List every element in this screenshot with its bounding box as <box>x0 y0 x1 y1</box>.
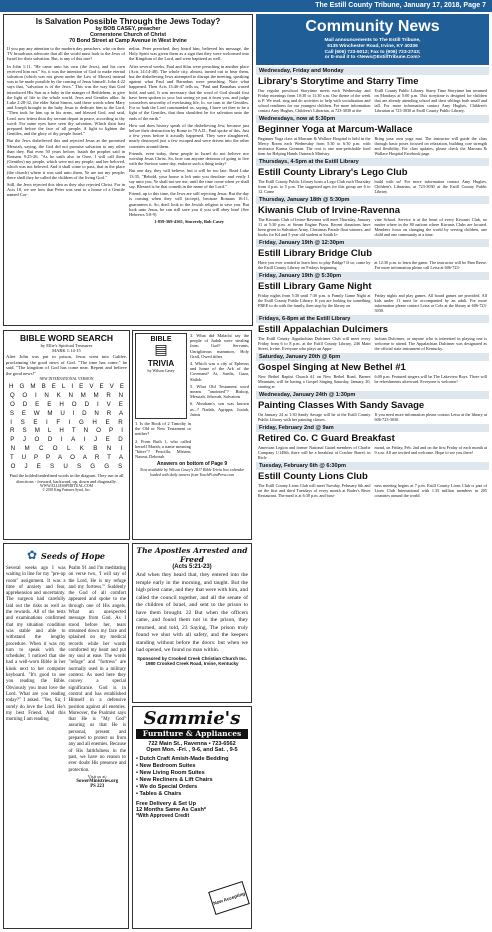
event-title: Estill County Library's Lego Club <box>258 167 408 179</box>
event-text: Estill County Public Library. Starry Time Storytime has resumed on Mondays at 5:00 p.m. This storytime is designed for children that are already attending school and their siblings both small and tall. For more information contact Amy Hughes, Children's Librarian at 723-3030 at Estill County Public Library. <box>374 88 487 114</box>
event-item <box>256 424 489 460</box>
event-text: Our regular preschool Storytime meets each Wednesday and Friday mornings from 10:30 to 11:30 a.m. Our theme of the week is P. We read, sing and do activities to help with socialization and school readiness for our youngest children. For more information contact Amy Hughes, Children's Librarian, at 723-3030 at the <box>258 88 371 114</box>
word-search-letter: E <box>35 400 40 408</box>
word-search-letter: I <box>120 444 123 452</box>
word-search-letter: M <box>93 392 99 400</box>
sammies-item-label: New Recliners & Lift Chairs <box>139 777 213 783</box>
word-search-letter: H <box>59 400 64 408</box>
word-search-letter: G <box>90 462 96 470</box>
event-title: Gospel Singing at New Bethel #1 <box>258 362 406 374</box>
event-title: Beginner Yoga at Marcum-Wallace <box>258 124 413 136</box>
sammies-item-label: We do Special Orders <box>139 784 198 790</box>
word-search-letter: M <box>47 409 53 417</box>
article-paragraph: After several weeks, Paul and Silas were preaching in another place (Acts 14:14-48). The whole city, almost, turned out to hear them, but the disbelieving Jews attempted to disrupt the meeting, speaking against what Paul and Barnabus were preaching. Note what happened. Then Acts 13:46-47 tells us, "Paul and Barnabas waxed bold, and said, It was necessary that the word of God should first have been spoken to you: but seeing ye put it from you, and judge yourselves unworthy of everlasting life, lo, we turn to the Gentiles. For so hath the Lord commanded us, saying, I have set thee to be a light of the Gentiles, that thou shouldest be for salvation unto the ends of the earth." <box>129 63 249 121</box>
word-search-row <box>6 427 127 436</box>
word-search-letter: E <box>105 436 110 444</box>
event-date: Thursday, January 18th @ 5:30pm <box>256 196 489 204</box>
trivia-box <box>132 330 252 540</box>
word-search-letter: I <box>46 418 48 426</box>
seeds-site[interactable]: SowerMinistries.org <box>76 778 119 784</box>
submit-line: Mail announcements to The Estill Tribune, <box>324 38 421 43</box>
submit-line: Call (606) 723-5012; Fax to (606) 723-2743; <box>324 49 421 55</box>
word-search-row <box>6 401 127 410</box>
word-search-letter: P <box>109 427 114 435</box>
event-body <box>256 179 489 194</box>
submit-line: or E-mail it to <News@EstillTribune.Com> <box>324 55 421 61</box>
word-search-letter: E <box>118 400 123 408</box>
word-search-letter: I <box>83 436 86 444</box>
word-search-site: WWW.ELLIESSPIRITUAL.COM <box>39 483 93 488</box>
event-date: Thursdays, 4-5pm at the Estill Library <box>256 158 489 166</box>
word-search-letter: O <box>34 436 40 444</box>
word-search-row <box>6 454 127 463</box>
word-search-letter: U <box>60 409 65 417</box>
trivia-logo-top: BIBLE <box>150 336 172 343</box>
word-search-letter: H <box>9 383 14 391</box>
event-text: The Estill County Lions Club will meet Tuesday, February 6th and on the first and third Tuesdays of every month at Rader's River Restaurant. The meal is at 6:30 p.m. and busi- <box>258 483 371 499</box>
word-search-letter: O <box>9 400 15 408</box>
sammies-phone: 723-6562 <box>212 741 236 747</box>
trivia-question: 4. Which was a city of Ephesus and home of the Ark of the Covenant? Ai, Sardis, Gaza, Shiloh <box>190 361 249 382</box>
word-search-letter: N <box>44 392 49 400</box>
apostles-body: And when they heard that, they entered into the temple early in the morning, and taught. But the high priest came, and they that were with him, and called the council together, and all the senate of the children of Israel, and sent to the prison to have them brought. 22 But when the officers came, and found them not in the prison, they returned, and told, 23 Saying, The prison truly found we shut with all safety, and the keepers standing without before the doors: but when we had opened, we found no man within. <box>136 572 248 653</box>
word-search-letter: E <box>47 400 52 408</box>
word-search-grid <box>6 383 127 471</box>
word-search-letter: D <box>82 409 87 417</box>
event-title: Kiwanis Club of Irvine-Ravenna <box>258 205 400 217</box>
word-search-letter: S <box>76 462 82 470</box>
event-body <box>256 217 489 237</box>
seeds-ps: PS 223 <box>90 783 105 789</box>
page-header: The Estill County Tribune, January 17, 2018, Page 7 <box>0 0 492 12</box>
word-search-letter: I <box>68 418 71 426</box>
event-text: American Legion and former National Guard members of Charlie Company 1/149th, there will be a breakfast at Cracker Barrel, in Rich- <box>258 445 371 461</box>
word-search-letter: N <box>68 392 73 400</box>
event-date: Friday, February 2nd @ 9am <box>256 424 489 432</box>
event-text: Bring your own yoga mat. The instructor will guide the class through basic poses focused on relaxation, building core strength and flexibility. For class updates, please check the Marcum & Wallace Hospital Facebook page. <box>374 136 487 157</box>
sammies-address: 722 Main St., Ravenna <box>148 741 208 747</box>
article-column-2 <box>129 46 249 227</box>
word-search-letter: U <box>21 453 27 461</box>
event-text: The Estill County Appalachian Dulcimer Club will meet every Friday from 6 to 8 p.m. at the Estill County Library, 246 Main Street, Irvine. Everyone who plays an Appa- <box>258 336 371 352</box>
word-search-letter: E <box>105 418 110 426</box>
event-item <box>256 272 489 313</box>
event-text: If you need more information please contact Leisa at the library at 606-723-3030. <box>374 412 487 423</box>
word-search-letter: Q <box>9 392 15 400</box>
word-search-letter: N <box>94 409 99 417</box>
seeds-column-2-wrap <box>68 566 126 789</box>
word-search-letter: R <box>106 409 112 417</box>
article-phone: 1-859-369-4165, Sincerely, Bob Casey <box>154 219 224 225</box>
article-paragraph: But the Jews disbelieved this and rejected Jesus as the promised Messiah, saying, the God did not promise salvation to any other than they. But even 50 years before, Isaiah the prophet said in Romans 9:25-26, "As he saith also in Osee, I will call them (Gentiles) my people, which were not my people; and her beloved, which was not beloved. And it shall come to pass, that in the place (the church) where it was said unto them, Ye are not my people; there shall they be called the children of the living God." <box>7 138 125 180</box>
seeds-of-hope-box <box>3 543 129 929</box>
sammies-name: Sammie's <box>143 708 241 729</box>
word-search-title: BIBLE WORD SEARCH <box>19 333 114 343</box>
word-search-copyright: © 2018 King Features Synd., Inc. <box>42 487 91 492</box>
word-search-letter: A <box>82 453 87 461</box>
sammies-tagline: Furniture & Appliances <box>136 729 248 739</box>
event-title: Retired Co. C Guard Breakfast <box>258 433 395 445</box>
word-search-letter: V <box>109 383 114 391</box>
sammies-hours: Open Mon. -Fri. , 9-6, and Sat. , 9-5 <box>146 747 238 753</box>
word-search-letter: S <box>9 409 15 417</box>
word-search-letter: S <box>22 427 27 435</box>
article-author: by BOB CASEY, preacher <box>95 26 161 32</box>
word-search-letter: O <box>96 427 101 435</box>
event-title: Estill Library Game Night <box>258 281 372 293</box>
word-search-row <box>6 410 127 419</box>
trivia-logo <box>135 333 187 419</box>
word-search-instructions: Find the bolded/underlined words in the diagram. They run in all directions - forward, backward, up, down and diagonally. <box>9 473 124 484</box>
apostles-ref: (Acts 5:21-23) <box>172 564 212 570</box>
event-title: Estill Appalachian Dulcimers <box>258 324 389 336</box>
sammies-item <box>136 784 248 791</box>
word-search-row <box>6 436 127 445</box>
word-search-letter: L <box>61 383 66 391</box>
bullet-icon: • <box>136 770 140 776</box>
word-search-passage: After John was put in prison, Jesus went into Galilee, proclaiming the good news of God. "The time has come," he said. "The kingdom of God has come near. Repent and believe the good news!" <box>6 354 127 376</box>
word-search-letter: E <box>99 383 104 391</box>
event-body <box>256 445 489 460</box>
event-body <box>256 136 489 156</box>
trivia-question: 5. What Old Testament word means "anointed"? Bishop, Messiah, Jehovah, Salvation <box>190 383 249 400</box>
event-item <box>256 391 489 422</box>
article-paragraph: But one day, they will believe, but it will be too late. Read Luke 13:35, "Behold, your house is left unto you desolate: and verily I say unto you, Ye shall not see me, until the time come when ye shall say, Blessed is he that cometh in the name of the Lord." <box>129 168 249 190</box>
sammies-ad <box>132 706 252 929</box>
event-title: Painting Classes With Sandy Savage <box>258 400 425 412</box>
word-search-letter: S <box>20 418 25 426</box>
event-text: Friday nights and play games. All board games are provided. All kids under 11 must be accompanied by an adult. For more information please contact Leisa or Cole at the library at 606-723-3030. <box>374 293 487 314</box>
event-title: Estill County Lions Club <box>258 471 368 483</box>
event-item <box>256 67 489 113</box>
word-search-row <box>6 419 127 428</box>
trivia-answers: Answers on bottom of Page 9 <box>156 461 228 468</box>
word-search-letter: A <box>71 436 76 444</box>
trivia-question: 1. Is the Book of 2 Timothy in the Old or New Testament or neither? <box>135 421 191 437</box>
seeds-title: Seeds of Hope <box>41 551 106 561</box>
word-search-letter: E <box>21 409 26 417</box>
bullet-icon: • <box>208 741 213 747</box>
article-paragraph: If you pay any attention to the modern day preachers, who on their TV broadcasts advocate that all the world must look to the Jews of Israel for their salvation. But, is any of this true? <box>7 46 125 62</box>
word-search-letter: T <box>107 453 111 461</box>
word-search-letter: B <box>93 444 98 452</box>
word-search-letter: O <box>22 392 28 400</box>
word-search-letter: O <box>70 453 75 461</box>
article-column-1 <box>7 46 125 227</box>
flower-icon: ✿ <box>26 548 38 562</box>
article-paragraph: Friends, even today, these people in Israel do not believe nor worship Jesus Christ. So, how can anyone desirous of going to live with the Saviour some day, endorse such a thing today? <box>129 150 249 167</box>
bullet-icon: • <box>136 784 140 790</box>
word-search-letter: D <box>84 400 90 408</box>
word-search-letter: P <box>10 436 15 444</box>
word-search-letter: M <box>24 444 30 452</box>
word-search-letter: E <box>51 383 56 391</box>
trivia-col-right <box>190 333 249 419</box>
sammies-item <box>136 791 248 798</box>
word-search-row <box>6 392 127 401</box>
event-body <box>256 483 489 498</box>
word-search-letter: M <box>80 392 86 400</box>
event-item <box>256 115 489 156</box>
event-text: The Kiwanis Club of Irvine-Ravenna will meet Thursday, January 11 at 5:30 p.m. at Steam Engine Pizza. Recent donations have been given to Salvation Army, Christmas Parade float winners, and books for K4 and 5 year old student at South Ir- <box>258 217 371 238</box>
word-search-letter: E <box>119 383 124 391</box>
word-search-letter: O <box>71 400 77 408</box>
event-text: New Bethel Baptist Church #1 on New Bethel Road, Barnes Mountain, will be having a Gospel Singing Saturday, January 20, starting at <box>258 374 371 390</box>
word-search-ref: MARK 1:14-15 <box>52 348 81 353</box>
word-search-letter: I <box>121 427 123 435</box>
word-search-letter: M <box>30 383 36 391</box>
trivia-question: 6. Abraham's son was known as...? Nadab, Agrippa, Josiah, Jairus <box>190 401 249 417</box>
word-search-letter: D <box>22 400 28 408</box>
sammies-item-label: New Bedroom Suites <box>139 763 196 769</box>
word-search-letter: O <box>52 444 58 452</box>
sammies-item <box>136 777 248 784</box>
article-paragraph: In John 1:11, "He came unto his own (the Jews), and his own received him not." So, it was the intention of God to make eternal salvation (which was not given under the Law of Moses) instead was to be made possible by the coming of Jesus himself. John 4:22 says that, "salvation is of the Jews." This was the way that God introduced His Son as a baby in the manger of Bethlehem, to give the light of life to the whole world, Jews and Gentiles alike. In Luke 2:28-32, the elder Saint Simon, said these words when Mary and Joseph brought in the baby Jesus to dedicate him to the Lord, "Then took he him up in his arms, and blessed God, and said, Lord, now lettest thou thy servant depart in peace, according to thy word: For mine eyes have seen thy salvation, Which thou hast prepared before the face of all people; A light to lighten the Gentiles, and the glory of thy people Israel." <box>7 63 125 137</box>
word-search-letter: R <box>106 392 111 400</box>
badge-label: Now Accepting <box>212 890 246 906</box>
event-text: The Estill County Public Library hosts a Lego Club each Thursday from 4 p.m. to 5 p.m. The suggested ages for this group are 6 to 12. Come <box>258 179 371 195</box>
word-search-letter: A <box>118 409 124 417</box>
word-search-letter: I <box>72 409 75 417</box>
bullet-icon: • <box>136 756 140 762</box>
trivia-question: 2. From Ruth 1, who called herself Marah, a name meaning "bitter"? Priscilla, Miriam, Naomi, Deborah <box>135 438 191 460</box>
apostles-box <box>132 543 252 703</box>
word-search-letter: B <box>41 383 46 391</box>
word-search-letter: N <box>118 392 124 400</box>
word-search-letter: S <box>50 462 55 470</box>
event-date: Saturday, January 20th @ 6pm <box>256 353 489 361</box>
event-text: On January 24 at 1:30 Sandy Savage will be at the Estill County Public Library with her painting classes. <box>258 412 371 423</box>
word-search-letter: J <box>24 462 28 470</box>
word-search-letter: E <box>36 462 41 470</box>
sammies-item-label: Tables & Chairs <box>139 791 182 797</box>
word-search-letter: J <box>94 436 98 444</box>
word-search-letter: I <box>96 400 99 408</box>
word-search-letter: R <box>118 418 123 426</box>
salvation-article <box>3 14 253 326</box>
sammies-delivery-3: *With Approved Credit <box>136 813 190 819</box>
sammies-item <box>136 770 248 777</box>
bullet-icon: • <box>136 777 140 783</box>
word-search-letter: V <box>89 383 94 391</box>
word-search-letter: M <box>34 427 40 435</box>
word-search-letter: W <box>33 409 40 417</box>
word-search-letter: E <box>79 383 84 391</box>
seeds-column-1: Several weeks ago I was waiting in line for my "pre-op room" assignment. It was a time of anxiety and fear, apprehension and uncertainty. The surgeon had carefully laid out the risks as well as the rewards. All of the tests and examinations confirmed that my situation condition was stable and able to withstand the lengthy procedure. When it was my turn to speak with the scheduler, I noticed that she had a well-worn Bible in her kiosk next to her computer keyboard. "It's good to see you reading the Bible. Obviously you must love the Lord. What are you reading today?" I asked. "Yes, Sir, I surely do love the Lord. He's my best Friend. And this morning I am reading <box>6 566 66 723</box>
sammies-delivery-2: 12 Months Same As Cash* <box>136 807 207 813</box>
event-item <box>256 158 489 194</box>
event-text: Have you ever wanted to learn how to play Bridge? If so, come by the Estill County Library on Fridays beginning <box>258 260 371 271</box>
word-search-letter: G <box>79 418 84 426</box>
word-search-letter: E <box>33 418 38 426</box>
event-body <box>256 88 489 113</box>
sammies-item-label: New Living Room Suites <box>139 770 205 776</box>
word-search-letter: N <box>83 427 89 435</box>
event-item <box>256 196 489 237</box>
apostles-title: The Apostles Arrested and Freed <box>136 546 248 564</box>
word-search-letter: I <box>60 436 63 444</box>
book-icon: ▤ <box>154 343 168 358</box>
word-search-letter: T <box>9 453 14 461</box>
word-search-letter: R <box>94 453 100 461</box>
event-date: Friday, January 19th @ 5:30pm <box>256 272 489 280</box>
word-search-version: NEW INTERNATIONAL VERSION <box>39 377 94 382</box>
sammies-item-label: Dutch Craft Amish-Made Bedding <box>139 756 229 762</box>
word-search-letter: F <box>56 418 61 426</box>
article-paragraph: Friend, up to this time, the Jews are still rejecting Jesus. But the day is coming when they will (accept), because Romans 16:11, guarantees it. So, don't look to the Jewish religion to save you. But look unto Jesus, he can still save you if you will obey him! (See Hebrews 5:8-9) <box>129 191 249 218</box>
word-search-letter: N <box>10 444 16 452</box>
word-search-letter: P <box>46 453 51 461</box>
event-date: Tuesday, February 6th @ 6:30pm <box>256 462 489 470</box>
event-body <box>256 293 489 313</box>
word-search-letter: I <box>71 383 74 391</box>
word-search-letter: A <box>118 453 123 461</box>
submit-line: 6135 Winchester Road, Irvine, KY 40336 <box>327 43 418 49</box>
article-church: Cornerstone Church of Christ <box>89 32 167 38</box>
word-search-letter: L <box>47 427 52 435</box>
apostles-sponsor-address: 1980 Crooked Creek Road, Irvine, Kentucky <box>145 660 239 666</box>
bullet-icon: • <box>136 791 140 797</box>
word-search-letter: D <box>47 436 53 444</box>
event-item <box>256 353 489 389</box>
event-body <box>256 374 489 389</box>
word-search-letter: P <box>33 453 39 461</box>
sammies-delivery-1: Free Delivery & Set Up <box>136 801 197 807</box>
community-news <box>256 14 489 929</box>
trivia-question: 3. What did Malachi say the people of Judah were stealing from God? Servants, Unrighteous mammon, Holy Grail, Owed tithes <box>190 333 249 359</box>
trivia-promo: Now available by Wilson Casey's 2017 Bible Trivia box calendar loaded with daily teasers from TouchPointPress.com <box>139 467 245 478</box>
word-search-letter: D <box>118 436 123 444</box>
trivia-logo-bottom: TRIVIA <box>147 359 175 368</box>
event-text: Friday nights from 5:30 until 7:30 p.m. is Family Game Night at the Estill County Public Library. If you are looking for something FREE to do with the family, then stop by the library on <box>258 293 371 309</box>
word-search-letter: A <box>58 453 63 461</box>
event-body <box>256 260 489 270</box>
event-body <box>256 412 489 422</box>
event-item <box>256 315 489 351</box>
event-text: mond, on Friday, Feb. 2nd and on the first Friday of each month at 9 a.m. All are invited and welcome. Hope to see you there! <box>374 445 487 456</box>
event-body <box>256 336 489 351</box>
event-text: ness meeting begins at 7 p.m. Estill County Lions Club is part of Lions Club International with 1.35 million members in 205 countries around the world. <box>374 483 487 499</box>
word-search-letter: U <box>63 462 68 470</box>
word-search-letter: O <box>10 462 16 470</box>
article-title: Is Salvation Possible Through the Jews Today? <box>35 17 221 26</box>
event-text: Beginner Yoga class at Marcum & Wallace Hospital is held in the Mercy Room each Wednesday from 5:30 to 6:30 p.m. with instructor Karma Gorman. The cost is one non-perishable food item for Helping Hands Outreach Ministry. <box>258 136 371 157</box>
bullet-icon: • <box>136 763 140 769</box>
word-search-letter: G <box>104 462 110 470</box>
event-item <box>256 239 489 270</box>
word-search-row <box>6 445 127 454</box>
word-search-row <box>6 463 127 472</box>
event-date: Wednesday, Friday and Monday <box>256 67 489 75</box>
article-paragraph: Still, the Jews rejected this idea as they also rejected Christ. For in Acts 10, we see how that Peter was sent to a house of a Gentile named Cor- <box>7 182 125 198</box>
event-text: build with us! For more information contact Amy Hughes, Children's Librarian, at 723-3030 at the Estill County Public Library. <box>374 179 487 195</box>
event-date: Fridays, 6-8pm at the Estill Library <box>256 315 489 323</box>
word-search-letter: V <box>106 400 111 408</box>
event-list <box>256 67 489 498</box>
word-search-box <box>3 330 130 540</box>
event-text: vine School. Service is at the heart of every Kiwanis Club, no matter where in the 80 nations where Kiwanis Clubs are located. Members focus on changing the world by serving children, one child and one community at a time. <box>374 217 487 238</box>
event-title: Estill Library Bridge Club <box>258 248 373 260</box>
word-search-letter: K <box>79 444 84 452</box>
event-text: 6:00 p.m. Featured singers will be The Lakeview Boys. There will be refreshments afterward. Everyone is welcome! <box>374 374 487 385</box>
sammies-items <box>136 756 248 798</box>
word-search-row <box>6 383 127 392</box>
event-text: lachian Dulcimer, or anyone who is interested in playing one is welcome to attend. The Appalachian Dulcimer was designated as the official state instrument of Kentucky. <box>374 336 487 352</box>
seeds-column-2: Psalm 91 and I'm meditating on verse two, 'I will say of the Lord, He is my refuge and my fortress.'" Suddenly the God of all comfort appeared and spoke to me through one of His angels. What an unexpected message from God. As I stood before her, tears streamed down my face and splashed on my medical records while her words comforted my heart and put my soul at ease. The words "refuge" and "fortress" are normally used in a military context. As used here they convey a special significance. God is in control and has established Himself in a defensive position against all enemies. Moreover, the Psalmist says that He is "My God" assuring us that He is personal, present and prepared to protect us from any and all enemies. Because of His faithfulness in the past, we have no reason to ever doubt His presence and protection. <box>68 566 126 773</box>
word-search-credit: by Ellie's Spiritual Treasures <box>40 343 93 348</box>
word-search-letter: C <box>38 444 44 452</box>
community-news-submit <box>256 38 489 65</box>
sammies-item <box>136 763 248 770</box>
apostles-sponsor: Sponsored by Crooked Creek Christian Church Inc. <box>136 655 248 661</box>
word-search-letter: I <box>34 392 37 400</box>
word-search-letter: R <box>10 427 15 435</box>
word-search-letter: N <box>106 444 112 452</box>
event-date: Friday, January 19th @ 12:30pm <box>256 239 489 247</box>
word-search-letter: H <box>59 427 64 435</box>
event-title: Library's Storytime and Starry Time <box>258 76 419 88</box>
community-news-title: Community News <box>256 14 489 38</box>
word-search-letter: G <box>19 383 25 391</box>
article-paragraph: How sad does history speak of the disbelieving Jew, because just before their destruction by Rome in 70 A.D., Paul spoke of this. Just a few years before it actually happened. They were slaughtered, nearly destroyed just a few escaped and were driven into the other countries around them. <box>129 122 249 149</box>
article-address: 70 Bond Street at Camp Avenue in West Irvine <box>69 38 187 44</box>
trivia-col-left <box>135 421 191 459</box>
trivia-author: by Wilson Casey <box>147 368 175 373</box>
word-search-letter: T <box>71 427 76 435</box>
seeds-of-hope-logo <box>6 546 126 564</box>
seeds-visit: Visit us at: <box>87 773 107 779</box>
word-search-letter: H <box>92 418 97 426</box>
word-search-letter: L <box>66 444 71 452</box>
article-paragraph: nelius. Peter preached, they heard him, believed his message, the Holy Spirit was given them as a sign that they were welcomed into the Kingdom of the Lord, and were baptized as well. <box>129 46 249 62</box>
event-text: at 12:30 p.m. to learn the game. The instructor will be Pam Reese. For more information please call Leisa at 606-723- <box>374 260 487 271</box>
sammies-item <box>136 756 248 763</box>
word-search-letter: S <box>118 462 123 470</box>
event-date: Wednesday, January 24th @ 1:30pm <box>256 391 489 399</box>
word-search-letter: I <box>10 418 13 426</box>
event-date: Wednesdays, now at 5:30pm <box>256 115 489 123</box>
word-search-letter: J <box>22 436 26 444</box>
now-accepting-badge <box>208 881 250 915</box>
event-item <box>256 462 489 498</box>
word-search-letter: K <box>56 392 61 400</box>
